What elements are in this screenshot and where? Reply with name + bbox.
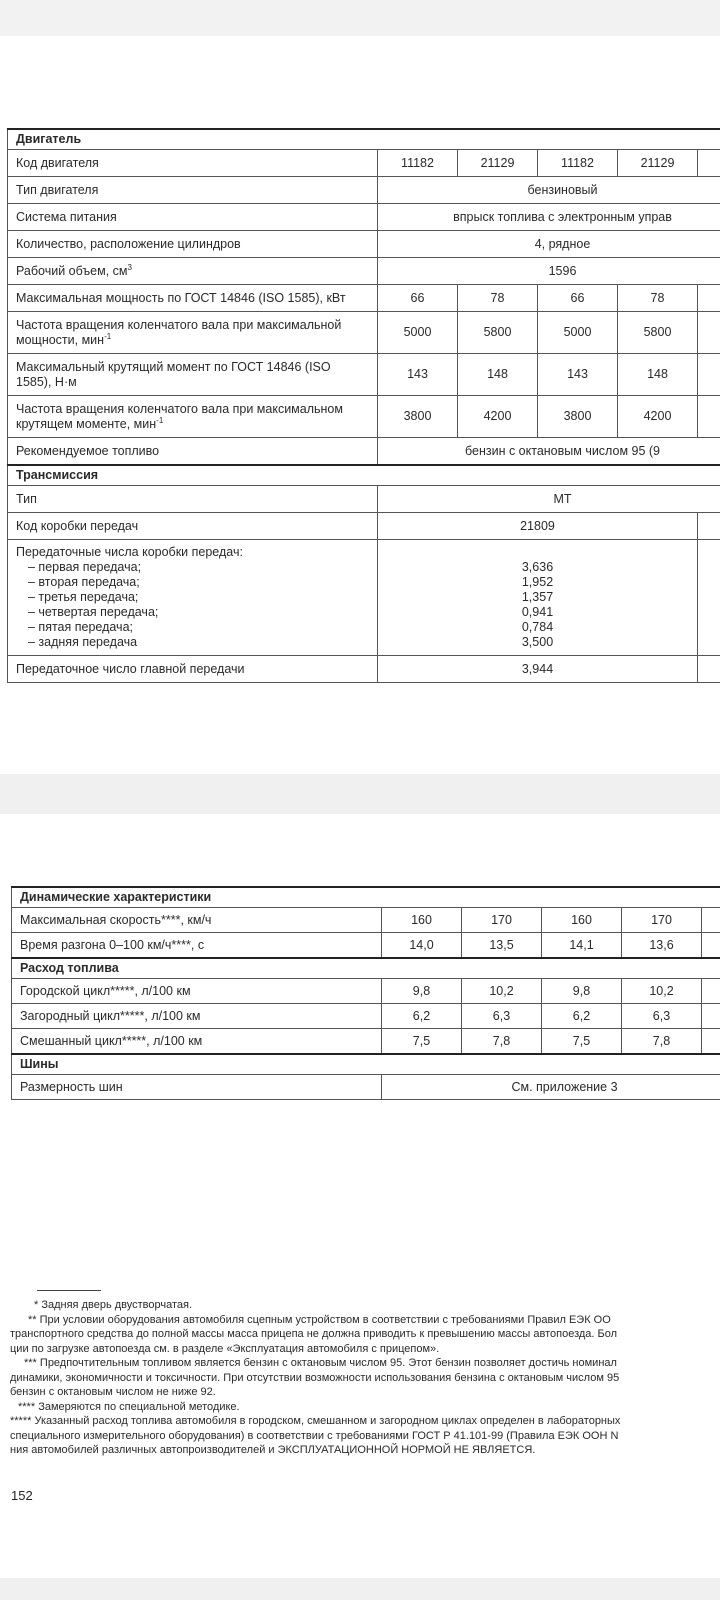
spec-value: 7,5 (382, 1029, 462, 1055)
spec-value: 3800 (378, 396, 458, 438)
engine-transmission-table (7, 128, 720, 683)
footnote-mark: ***** (10, 1415, 32, 1427)
spec-value: 9,8 (542, 979, 622, 1004)
spec-value: 13,6 (622, 933, 702, 959)
row-label-text: Частота вращения коленчатого вала при максимальном крутящем моменте, мин (16, 401, 343, 431)
footnote-line (10, 1385, 720, 1400)
spec-value: 160 (542, 908, 622, 933)
footnote-mark: * (34, 1299, 39, 1311)
spec-value: 5800 (458, 312, 538, 354)
spec-value-span: бензин с октановым числом 95 (9 (378, 438, 720, 466)
spec-value-clipped (702, 979, 720, 1004)
row-label-text: Максимальный крутящий момент по ГОСТ 14846 (ISO 1585), Н·м (16, 359, 331, 389)
gear-label: – задняя передача (28, 635, 138, 649)
spec-value-clipped (702, 933, 720, 959)
row-label-superscript: -1 (104, 331, 112, 341)
footnote-text: бензин с октановым числом не ниже 92. (10, 1386, 216, 1398)
footnote-text: ции по загрузке автопоезда см. в разделе «Эксплуатация автомобиля с прицепом». (10, 1342, 440, 1355)
spec-value: 7,8 (462, 1029, 542, 1055)
spec-value-span: 1596 (378, 258, 720, 285)
spec-value: 9,8 (382, 979, 462, 1004)
row-label (8, 656, 378, 683)
footnote-mark: ** (28, 1313, 37, 1326)
row-label-text: Городской цикл*****, л/100 км (20, 983, 191, 998)
section-transmission (8, 465, 720, 486)
spec-value: 148 (618, 354, 698, 396)
row-label-text: Максимальная мощность по ГОСТ 14846 (ISO 1585), кВт (16, 290, 346, 305)
row-label (8, 438, 378, 466)
spec-value-span: См. приложение 3 (382, 1075, 720, 1100)
footnote-mark: **** (18, 1400, 36, 1413)
spec-value-clipped (702, 1029, 720, 1055)
spec-value: 7,5 (542, 1029, 622, 1055)
spec-value-span: впрыск топлива с электронным управ (378, 204, 720, 231)
section-title: Динамические характеристики (12, 887, 720, 908)
spec-value: 78 (618, 285, 698, 312)
spec-value: 4200 (618, 396, 698, 438)
footnote-text: При условии оборудования автомобиля сцепным устройством в соответствии с требованиями Правил ЕЭК ОО (39, 1313, 611, 1326)
spec-value-clipped (698, 396, 720, 438)
gear-value: 3,636 (521, 560, 554, 574)
row-label-text: Передаточное число главной передачи (16, 661, 245, 676)
spec-value-span: 3,944 (378, 656, 698, 683)
spec-row (8, 438, 720, 466)
footnote-separator (37, 1290, 101, 1291)
spec-row (8, 486, 720, 513)
gear-label: – пятая передача; (28, 620, 133, 634)
spec-row-gear-ratios (8, 540, 720, 656)
spec-value-clipped (698, 312, 720, 354)
spec-row (12, 979, 720, 1004)
spec-row (8, 231, 720, 258)
spec-value: 6,2 (382, 1004, 462, 1029)
footnote-text: ния автомобилей различных автопроизводителей и ЭКСПЛУАТАЦИОННОЙ НОРМОЙ НЕ ЯВЛЯЕТСЯ. (10, 1444, 536, 1456)
row-label-text: Тип (16, 491, 37, 506)
footnote-mark: *** (24, 1357, 37, 1369)
spec-value-clipped (698, 150, 720, 177)
spec-row (8, 177, 720, 204)
spec-value-span: бензиновый (378, 177, 720, 204)
section-dynamics (12, 887, 720, 908)
spec-row (8, 513, 720, 540)
spec-value-clipped (698, 540, 720, 656)
gear-value: 0,941 (521, 605, 554, 619)
spec-value: 11182 (538, 150, 618, 177)
row-label (8, 513, 378, 540)
spec-value: 10,2 (462, 979, 542, 1004)
spec-value: 6,3 (622, 1004, 702, 1029)
row-label (8, 312, 378, 354)
row-label-text: Максимальная скорость****, км/ч (20, 912, 212, 927)
row-label (8, 231, 378, 258)
spec-value: 21129 (458, 150, 538, 177)
spec-row (8, 312, 720, 354)
row-label-text: Загородный цикл*****, л/100 км (20, 1008, 201, 1023)
footnote-line (10, 1313, 720, 1328)
row-label-text: Частота вращения коленчатого вала при максимальной мощности, мин (16, 317, 342, 347)
section-title: Шины (12, 1054, 720, 1075)
gear-label: – четвертая передача; (28, 605, 159, 619)
gear-value: 0,784 (521, 620, 554, 634)
row-label-text: Время разгона 0–100 км/ч****, с (20, 937, 205, 952)
gear-value: 1,357 (521, 590, 554, 604)
spec-value: 7,8 (622, 1029, 702, 1055)
row-label (8, 177, 378, 204)
row-label (8, 258, 378, 285)
spec-value: 14,0 (382, 933, 462, 959)
spec-row (8, 285, 720, 312)
section-title: Трансмиссия (8, 465, 720, 486)
spec-value-clipped (698, 513, 720, 540)
spec-value-clipped (698, 354, 720, 396)
row-label (8, 354, 378, 396)
spec-value-span: 21809 (378, 513, 698, 540)
footnote-line (10, 1327, 720, 1342)
row-label-superscript: 3 (127, 262, 132, 272)
gear-value: 3,500 (521, 635, 554, 649)
section-title: Двигатель (8, 129, 720, 150)
section-fuel (12, 958, 720, 979)
row-label-superscript: -1 (156, 415, 164, 425)
footnote-text: транспортного средства до полной массы масса прицепа не должна приводить к превышению массы автопоезда. Бол (10, 1328, 618, 1340)
row-label-text: Система питания (16, 209, 117, 224)
spec-value: 170 (622, 908, 702, 933)
gear-label: – первая передача; (28, 560, 142, 574)
row-label-text: Код двигателя (16, 155, 99, 170)
row-label (8, 486, 378, 513)
spec-value-clipped (702, 1004, 720, 1029)
row-label-text: Передаточные числа коробки передач: (16, 545, 243, 559)
spec-value: 5000 (378, 312, 458, 354)
spec-row (8, 396, 720, 438)
section-tires (12, 1054, 720, 1075)
spec-value: 4200 (458, 396, 538, 438)
row-label-text: Смешанный цикл*****, л/100 км (20, 1033, 203, 1048)
row-label (12, 979, 382, 1004)
footnote-text: динамики, экономичности и токсичности. При отсутствии возможности использования бензина с октановым числом 95 (10, 1371, 620, 1384)
row-label (8, 285, 378, 312)
spec-value: 5800 (618, 312, 698, 354)
gear-value: 1,952 (521, 575, 554, 589)
spec-value-clipped (702, 908, 720, 933)
spec-value: 170 (462, 908, 542, 933)
spec-value: 21129 (618, 150, 698, 177)
row-label-text: Рабочий объем, см (16, 263, 128, 278)
spec-row (12, 1029, 720, 1055)
row-label-text: Тип двигателя (16, 182, 99, 197)
spec-value: 143 (538, 354, 618, 396)
section-title: Расход топлива (12, 958, 720, 979)
spec-value: 148 (458, 354, 538, 396)
spec-value-span: МТ (378, 486, 720, 513)
row-label-text: Рекомендуемое топливо (16, 443, 160, 458)
row-label (12, 933, 382, 959)
footnote-line (10, 1298, 720, 1313)
footnote-line (10, 1443, 720, 1458)
gear-label: – вторая передача; (28, 575, 140, 589)
row-label (8, 150, 378, 177)
spec-value-clipped (698, 656, 720, 683)
spec-value: 11182 (378, 150, 458, 177)
spec-value: 5000 (538, 312, 618, 354)
row-label (8, 396, 378, 438)
footnote-line (10, 1371, 720, 1386)
spec-value: 78 (458, 285, 538, 312)
footnote-text: Задняя дверь двустворчатая. (41, 1299, 193, 1311)
spec-row (8, 258, 720, 285)
gear-values (378, 540, 698, 656)
spec-value-span: 4, рядное (378, 231, 720, 258)
spec-value: 13,5 (462, 933, 542, 959)
spec-value: 6,3 (462, 1004, 542, 1029)
spec-row (12, 908, 720, 933)
row-label-text: Код коробки передач (16, 518, 139, 533)
spec-value: 3800 (538, 396, 618, 438)
row-label (12, 1004, 382, 1029)
document-page-1[interactable] (0, 36, 720, 774)
spec-value: 143 (378, 354, 458, 396)
document-page-2[interactable] (0, 814, 720, 1578)
gear-label: – третья передача; (28, 590, 139, 604)
footnote-text: Предпочтительным топливом является бензин с октановым числом 95. Этот бензин позволяет достичь номинал (39, 1357, 617, 1369)
footnote-line (10, 1400, 720, 1415)
spec-row (12, 1075, 720, 1100)
row-label (8, 540, 378, 656)
footnote-line (10, 1429, 720, 1444)
row-label-text: Количество, расположение цилиндров (16, 236, 241, 251)
spec-value: 10,2 (622, 979, 702, 1004)
row-label (12, 908, 382, 933)
spec-row (12, 933, 720, 959)
spec-value: 66 (378, 285, 458, 312)
viewer-top-bar (0, 0, 720, 37)
footnote-text: Указанный расход топлива автомобиля в городском, смешанном и загородном циклах определен в лабораторных (34, 1415, 621, 1427)
spec-row (8, 150, 720, 177)
footnote-line (10, 1414, 720, 1429)
spec-value: 14,1 (542, 933, 622, 959)
dynamics-fuel-tires-table (11, 886, 720, 1100)
spec-value-clipped (698, 285, 720, 312)
row-label (12, 1075, 382, 1100)
spec-value: 6,2 (542, 1004, 622, 1029)
page-number: 152 (11, 1488, 33, 1503)
footnote-line (10, 1356, 720, 1371)
spec-value: 160 (382, 908, 462, 933)
spec-value: 66 (538, 285, 618, 312)
footnote-text: Замеряются по специальной методике. (38, 1400, 240, 1413)
spec-row (8, 354, 720, 396)
spec-row (12, 1004, 720, 1029)
row-label (8, 204, 378, 231)
spec-row (8, 204, 720, 231)
footnote-line (10, 1342, 720, 1357)
row-label-text: Размерность шин (20, 1079, 123, 1094)
section-engine (8, 129, 720, 150)
spec-row (8, 656, 720, 683)
row-label (12, 1029, 382, 1055)
footnote-text: специального измерительного оборудования) в соответствии с требованиями ГОСТ Р 41.101-99 (Правила ЕЭК ООН N (10, 1429, 619, 1442)
footnotes (10, 1298, 720, 1458)
